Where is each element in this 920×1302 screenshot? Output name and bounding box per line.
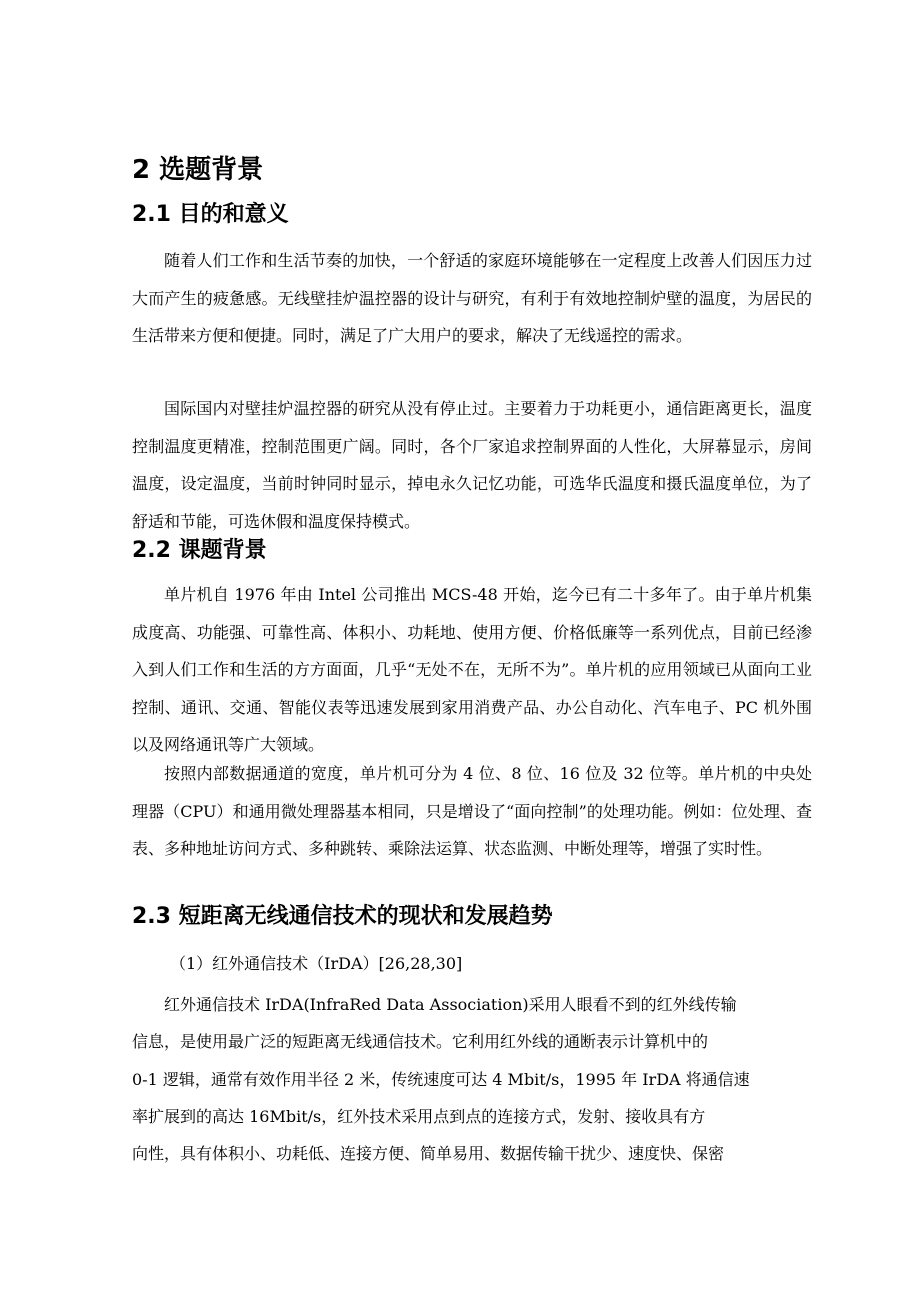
paragraph: 国际国内对壁挂炉温控器的研究从没有停止过。主要着力于功耗更小，通信距离更长，温度控制温度更精准，控制范围更广阔。同时，各个厂家追求控制界面的人性化，大屏幕显示，房间温度，设定温度，当前时钟同时显示，掉电永久记忆功能，可选华氏温度和摄氏温度单位，为了舒适和节能，可选休假和温度保持模式。 xyxy=(132,399,812,531)
item-label: （1）红外通信技术（IrDA）[26,28,30] xyxy=(170,954,463,973)
section-title: 2 选题背景 xyxy=(132,155,264,185)
paragraph-line: 信息，是使用最广泛的短距离无线通信技术。它利用红外线的通断表示计算机中的 xyxy=(132,1032,709,1051)
paragraph-line: 红外通信技术 IrDA(InfraRed Data Association)采用人眼看不到的红外线传输 xyxy=(164,995,737,1014)
subsection-title-2-3: 2.3 短距离无线通信技术的现状和发展趋势 xyxy=(132,904,553,929)
paragraph: 单片机自 1976 年由 Intel 公司推出 MCS-48 开始，迄今已有二十多年了。由于单片机集成度高、功能强、可靠性高、体积小、功耗地、使用方便、价格低廉等一系列优点，目前已经渗入到人们工作和生活的方方面面，几乎“无处不在，无所不为”。单片机的应用领域已从面向工业控制、通讯、交通、智能仪表等迅速发展到家用消费产品、办公自动化、汽车电子、PC 机外围以及网络通讯等广大领域。 xyxy=(132,585,812,754)
paragraph: 按照内部数据通道的宽度，单片机可分为 4 位、8 位、16 位及 32 位等。单片机的中央处理器（CPU）和通用微处理器基本相同，只是增设了“面向控制”的处理功能。例如：位处理、查表、多种地址访问方式、多种跳转、乘除法运算、状态监测、中断处理等，增强了实时性。 xyxy=(132,764,812,858)
paragraph: 随着人们工作和生活节奏的加快，一个舒适的家庭环境能够在一定程度上改善人们因压力过大而产生的疲惫感。无线壁挂炉温控器的设计与研究，有利于有效地控制炉壁的温度，为居民的生活带来方便和便捷。同时，满足了广大用户的要求，解决了无线遥控的需求。 xyxy=(132,251,812,345)
subsection-title-2-2: 2.2 课题背景 xyxy=(132,538,267,563)
paragraph-line: 向性，具有体积小、功耗低、连接方便、简单易用、数据传输干扰少、速度快、保密 xyxy=(132,1144,725,1163)
paragraph-line: 0-1 逻辑，通常有效作用半径 2 米，传统速度可达 4 Mbit/s，1995 年 IrDA 将通信速 xyxy=(132,1070,750,1089)
paragraph-line: 率扩展到的高达 16Mbit/s，红外技术采用点到点的连接方式，发射、接收具有方 xyxy=(132,1107,706,1126)
subsection-title-2-1: 2.1 目的和意义 xyxy=(132,202,289,227)
